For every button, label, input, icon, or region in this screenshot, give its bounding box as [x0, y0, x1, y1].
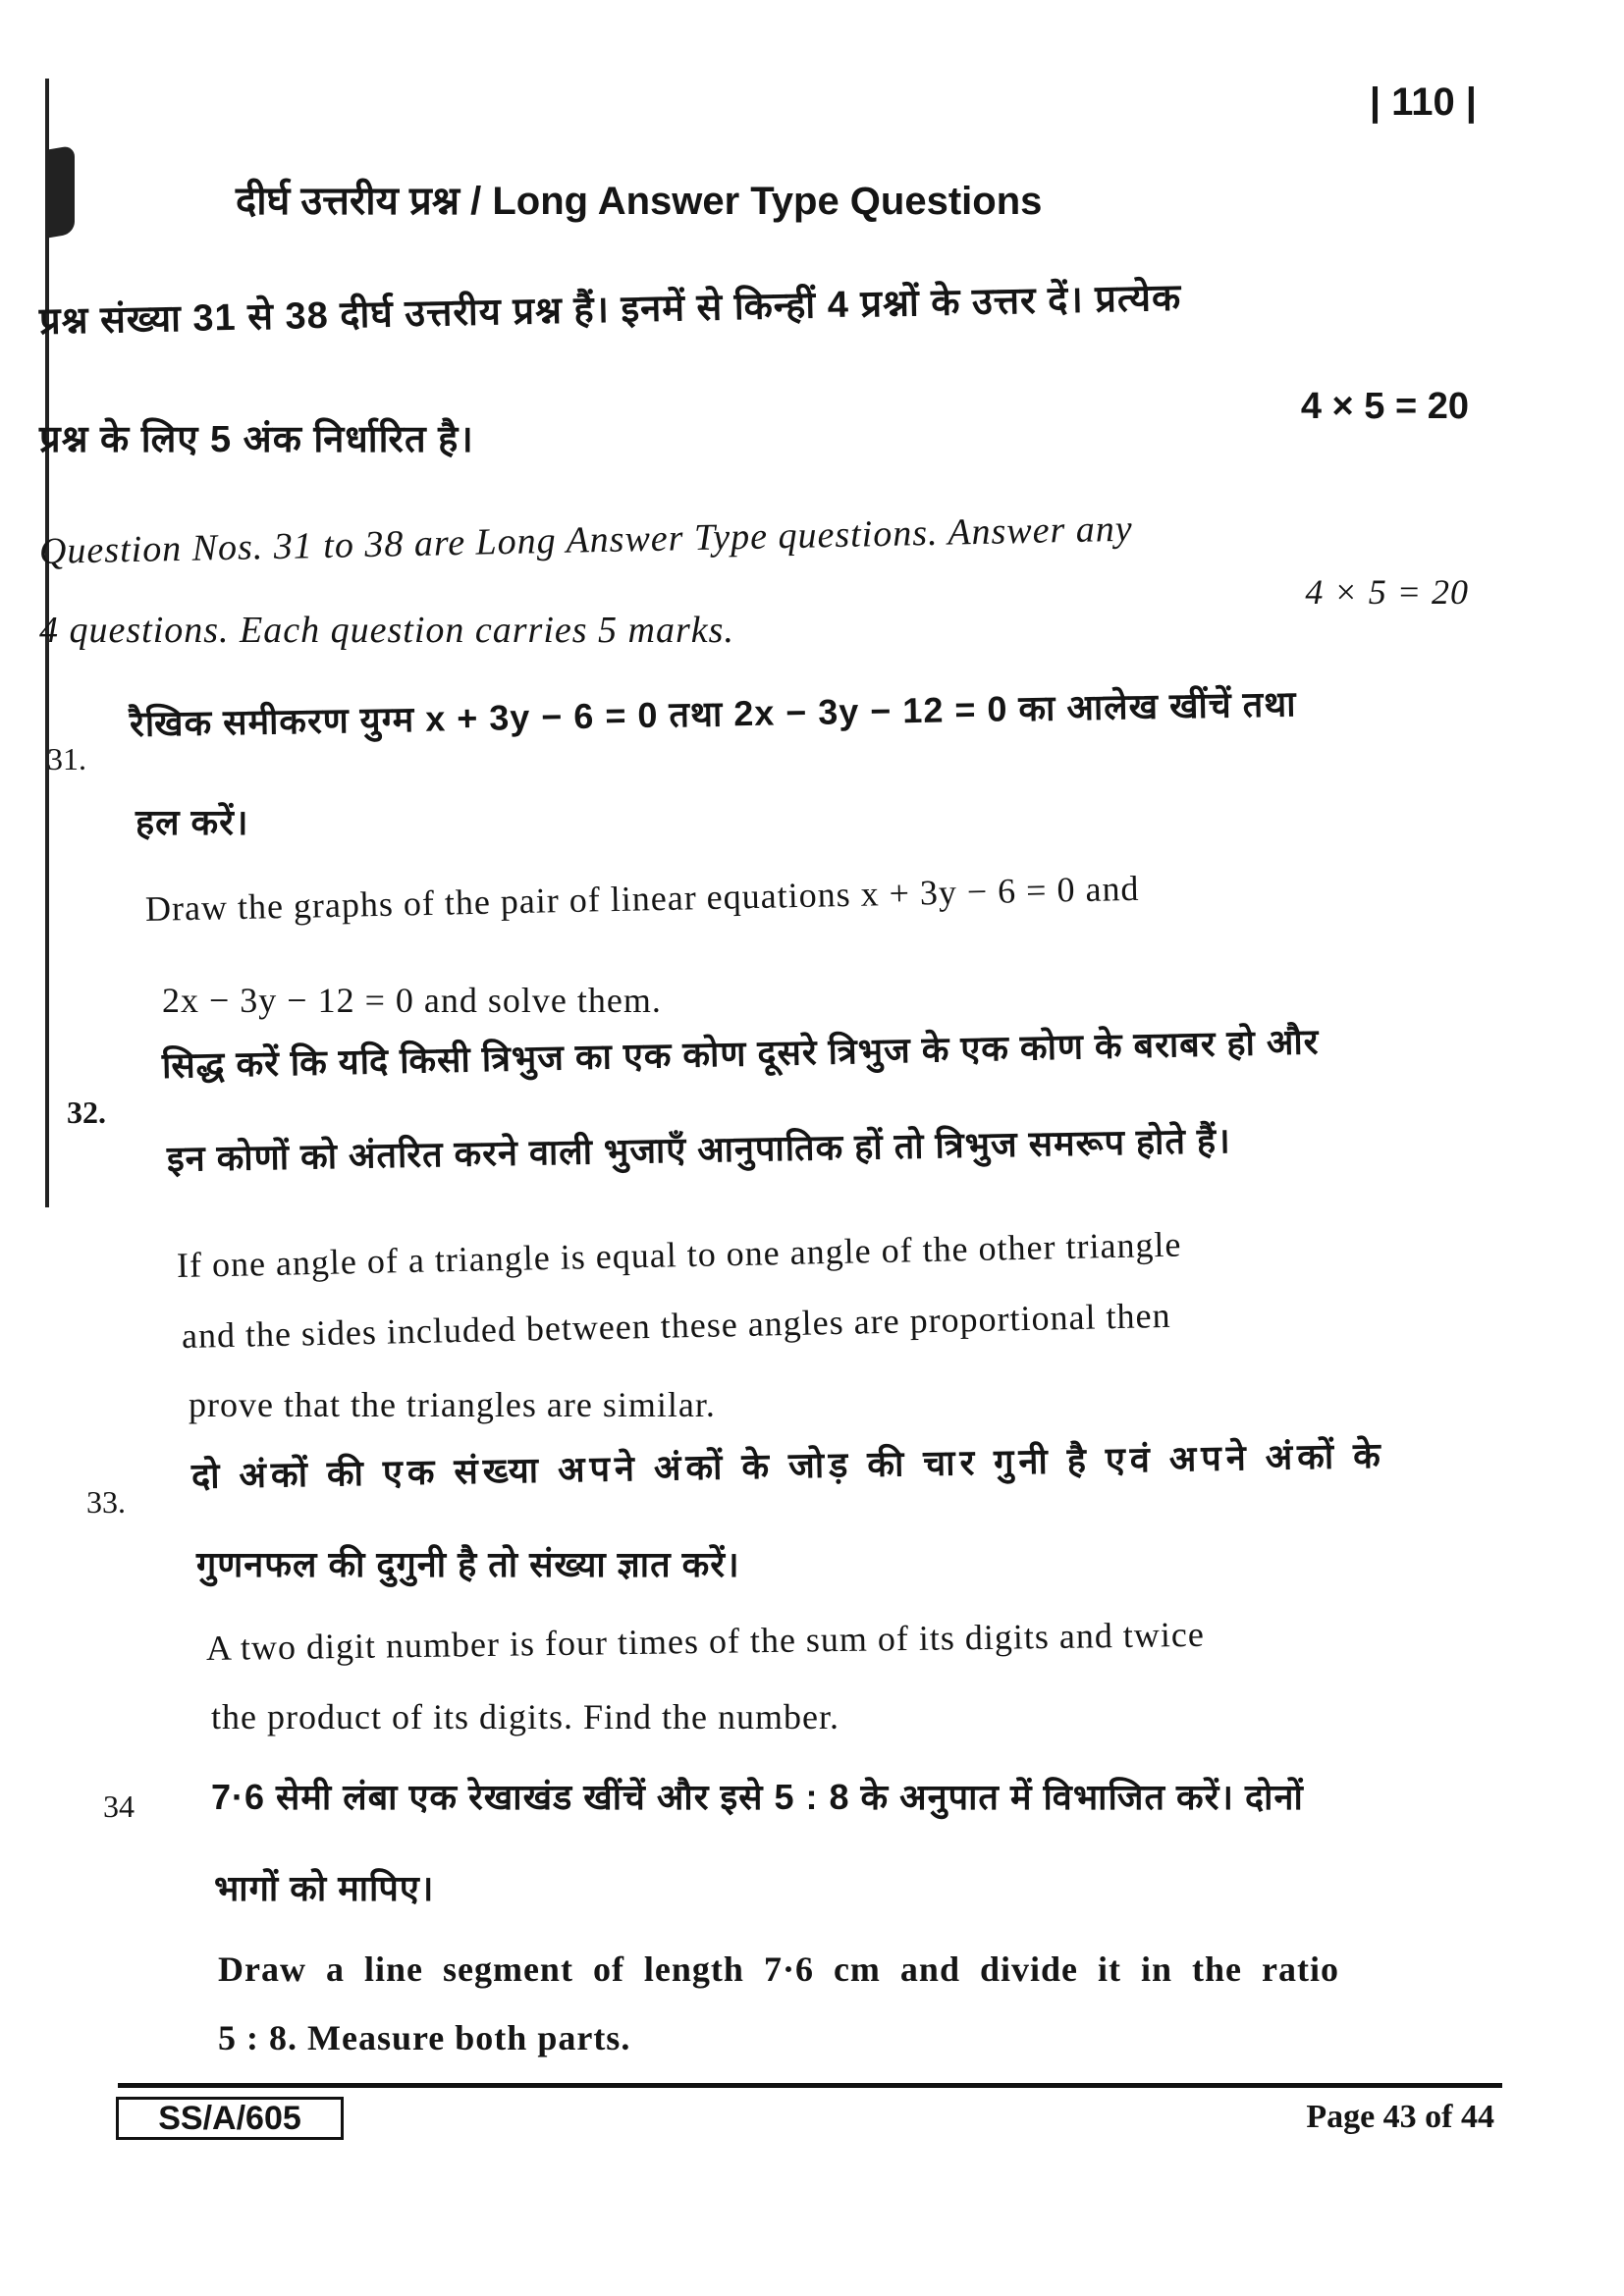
section-heading: दीर्घ उत्तरीय प्रश्न / Long Answer Type Questions	[236, 180, 1043, 223]
question-english-line: If one angle of a triangle is equal to one angle of the other triangle	[176, 1224, 1182, 1285]
question-hindi-line: सिद्ध करें कि यदि किसी त्रिभुज का एक कोण दूसरे त्रिभुज के एक कोण के बराबर हो और	[161, 1021, 1320, 1086]
question-number: 32.	[67, 1095, 106, 1130]
question-hindi-line: गुणनफल की दुगुनी है तो संख्या ज्ञात करें।	[196, 1544, 740, 1584]
question-hindi-line: रैखिक समीकरण युग्म x + 3y − 6 = 0 तथा 2x − 3y − 12 = 0 का आलेख खींचें तथा	[129, 683, 1297, 744]
question-hindi-line: हल करें।	[135, 802, 249, 842]
question-number: 33.	[86, 1484, 126, 1520]
question-english-line: 2x − 3y − 12 = 0 and solve them.	[162, 981, 662, 1020]
question-english-line: the product of its digits. Find the number.	[211, 1697, 839, 1736]
instructions-english-marks: 4 × 5 = 20	[1305, 572, 1469, 612]
page-number-top: | 110 |	[1369, 80, 1477, 124]
question-english-line: Draw a line segment of length 7·6 cm and divide it in the ratio	[218, 1949, 1339, 1989]
question-english-line: A two digit number is four times of the sum of its digits and twice	[205, 1614, 1206, 1668]
question-english-line: prove that the triangles are similar.	[189, 1385, 716, 1424]
question-english-line: Draw the graphs of the pair of linear equations x + 3y − 6 = 0 and	[144, 868, 1140, 929]
instructions-hindi-line1: प्रश्न संख्या 31 से 38 दीर्घ उत्तरीय प्रश्न हैं। इनमें से किन्हीं 4 प्रश्नों के उत्तर दें। प्रत्येक	[38, 277, 1182, 343]
instructions-hindi-marks: 4 × 5 = 20	[1300, 386, 1469, 427]
instructions-english-line1: Question Nos. 31 to 38 are Long Answer Type questions. Answer any	[38, 507, 1134, 572]
binding-mark	[49, 145, 75, 239]
question-english-line: 5 : 8. Measure both parts.	[218, 2018, 631, 2057]
instructions-english-line2: 4 questions. Each question carries 5 marks.	[39, 610, 734, 651]
question-hindi-line: दो अंकों की एक संख्या अपने अंकों के जोड़ की चार गुनी है एवं अपने अंकों के	[190, 1434, 1386, 1496]
paper-code: SS/A/605	[116, 2097, 344, 2140]
question-hindi-line: इन कोणों को अंतरित करने वाली भुजाएँ आनुपातिक हों तो त्रिभुज समरूप होते हैं।	[166, 1120, 1232, 1179]
question-hindi-line: भागों को मापिए।	[214, 1868, 435, 1908]
footer-rule	[118, 2083, 1502, 2088]
instructions-hindi-line2: प्रश्न के लिए 5 अंक निर्धारित है।	[39, 419, 474, 460]
question-number: 34	[103, 1789, 135, 1824]
page-indicator: Page 43 of 44	[1306, 2099, 1494, 2135]
question-number: 31.	[47, 741, 86, 776]
question-english-line: and the sides included between these angles are proportional then	[181, 1295, 1171, 1356]
question-hindi-line: 7·6 सेमी लंबा एक रेखाखंड खींचें और इसे 5 : 8 के अनुपात में विभाजित करें। दोनों	[211, 1777, 1304, 1817]
